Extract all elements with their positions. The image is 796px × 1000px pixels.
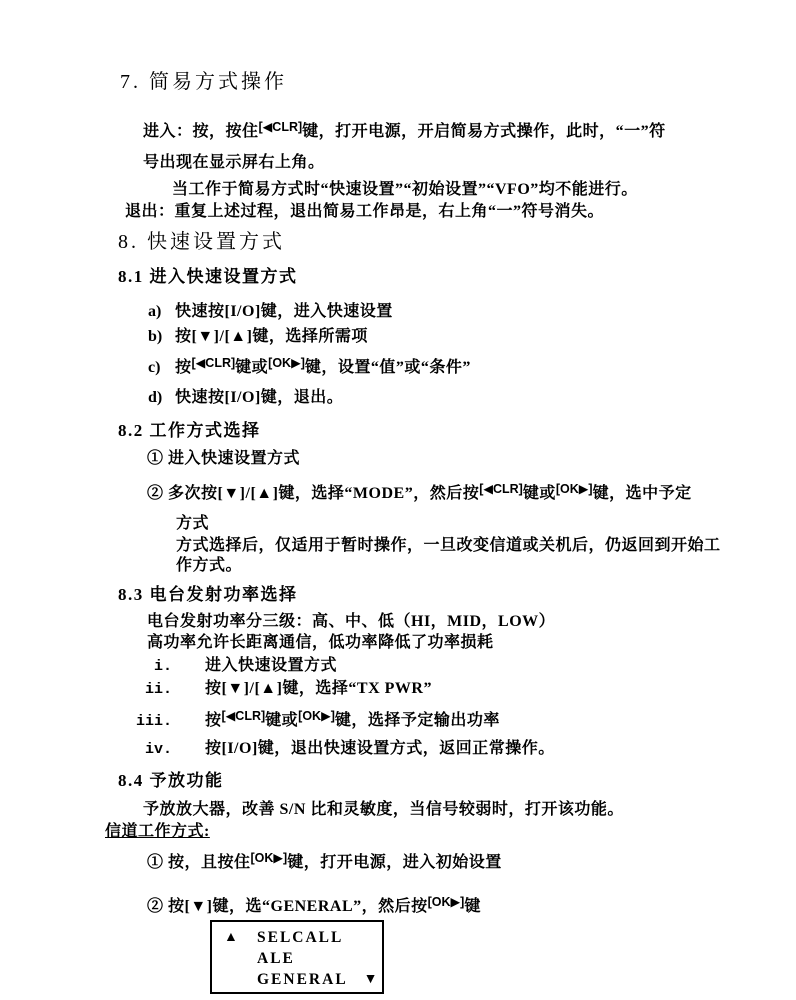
mode-note-1 xyxy=(176,536,721,556)
text-run: 退出：重复上述过程，退出简易工作昂是，右上角“一”符号消失。 xyxy=(125,203,605,220)
text-run: 8.1 进入快速设置方式 xyxy=(118,267,298,286)
text-run: 键，选中予定 xyxy=(592,485,692,502)
list-marker: c) xyxy=(148,359,161,376)
power-levels xyxy=(147,612,555,632)
key-label: [OK▶] xyxy=(427,895,465,909)
text-run: 信道工作方式: xyxy=(105,823,210,840)
list-marker: iii. xyxy=(135,713,172,730)
simple-mode-note xyxy=(172,180,638,200)
item-c xyxy=(148,356,471,378)
list-marker: a) xyxy=(148,303,162,320)
text-run: 键或 xyxy=(235,359,269,376)
mode-step-2-wrap xyxy=(176,514,209,534)
mode-note-2 xyxy=(176,556,242,576)
text-run: ② 按[▼]键，选“GENERAL”，然后按 xyxy=(147,898,428,915)
text-run: 键，选择予定输出功率 xyxy=(334,712,500,729)
init-step-2 xyxy=(147,895,481,917)
text-run: 作方式。 xyxy=(176,557,243,574)
list-marker: b) xyxy=(148,328,163,345)
key-label: [◀CLR] xyxy=(221,709,266,723)
text-run: 7. 简易方式操作 xyxy=(120,71,287,93)
list-marker: i. xyxy=(153,658,172,675)
text-run: 快速按[I/O]键，退出。 xyxy=(175,389,344,406)
text-run: 进入：按，按住 xyxy=(143,123,259,140)
list-marker: iv. xyxy=(144,741,172,758)
text-run: 键，打开电源，进入初始设置 xyxy=(287,854,502,871)
sec8-heading xyxy=(118,230,285,255)
text-run: 按[I/O]键，退出快速设置方式，返回正常操作。 xyxy=(205,740,555,757)
text-run: 予放放大器，改善 S/N 比和灵敏度，当信号较弱时，打开该功能。 xyxy=(143,801,624,818)
sec7-heading xyxy=(120,70,287,95)
text-run: 按[▼]/[▲]键，选择“TX PWR” xyxy=(205,680,432,697)
power-step-ii xyxy=(120,679,432,700)
exit-line xyxy=(125,202,604,222)
enter-line-2 xyxy=(143,153,325,173)
key-label: [OK▶] xyxy=(250,851,288,865)
list-marker: ii. xyxy=(144,681,172,698)
item-d xyxy=(148,388,343,408)
text-run: 键，设置“值”或“条件” xyxy=(304,359,471,376)
item-b xyxy=(148,327,368,347)
text-run: 按 xyxy=(205,712,222,729)
text-run: ① 进入快速设置方式 xyxy=(147,450,301,467)
text-run: 号出现在显示屏右上角。 xyxy=(143,154,325,171)
power-step-i xyxy=(120,656,337,677)
down-arrow-icon: ▼ xyxy=(363,971,378,987)
sec8-3-heading xyxy=(118,584,298,605)
preamp-desc xyxy=(143,800,624,820)
lcd-menu-row xyxy=(224,927,382,948)
power-step-iii xyxy=(120,709,500,732)
lcd-menu-item: GENERAL xyxy=(257,970,348,988)
text-run: 电台发射功率分三级：高、中、低（HI，MID，LOW） xyxy=(147,613,556,630)
text-run: 按[▼]/[▲]键，选择所需项 xyxy=(175,328,368,345)
init-step-1 xyxy=(147,851,502,873)
text-run: 键，打开电源，开启简易方式操作，此时，“一”符 xyxy=(302,123,666,140)
mode-step-2 xyxy=(147,482,692,504)
text-run: 键或 xyxy=(265,712,299,729)
lcd-menu-item: SELCALL xyxy=(257,928,344,946)
text-run: 键或 xyxy=(522,485,556,502)
text-run: 8.3 电台发射功率选择 xyxy=(118,585,298,604)
sec8-4-heading xyxy=(118,770,224,791)
key-label: [OK▶] xyxy=(298,709,335,723)
text-run: 快速按[I/O]键，进入快速设置 xyxy=(175,303,393,320)
key-label: [◀CLR] xyxy=(479,482,523,496)
lcd-menu-row xyxy=(224,948,382,969)
power-step-iv xyxy=(120,739,555,760)
lcd-menu-box xyxy=(210,920,384,994)
text-run: 高功率允许长距离通信，低功率降低了功率损耗 xyxy=(147,634,494,651)
text-run: 方式选择后，仅适用于暂时操作，一旦改变信道或关机后，仍返回到开始工 xyxy=(176,537,721,554)
sec8-2-heading xyxy=(118,420,261,441)
lcd-menu-row xyxy=(224,969,382,990)
text-run: 方式 xyxy=(176,515,210,532)
power-note xyxy=(147,633,494,653)
text-run: 进入快速设置方式 xyxy=(205,657,338,674)
text-run: 8.2 工作方式选择 xyxy=(118,421,261,440)
text-run: ② 多次按[▼]/[▲]键，选择“MODE”，然后按 xyxy=(147,485,480,502)
key-label: [◀CLR] xyxy=(258,120,303,134)
mode-step-1 xyxy=(147,449,300,469)
text-run: 8. 快速设置方式 xyxy=(118,231,285,253)
item-a xyxy=(148,302,393,322)
sec8-1-heading xyxy=(118,266,298,287)
text-run: 键 xyxy=(464,898,481,915)
text-run: ① 按，且按住 xyxy=(147,854,251,871)
channel-mode-label xyxy=(105,822,210,842)
key-label: [OK▶] xyxy=(268,356,305,370)
key-label: [◀CLR] xyxy=(191,356,236,370)
lcd-menu-item: ALE xyxy=(257,949,295,967)
list-marker: d) xyxy=(148,389,163,406)
text-run: 按 xyxy=(175,359,192,376)
text-run: 8.4 予放功能 xyxy=(118,771,224,790)
up-arrow-icon: ▲ xyxy=(224,929,238,945)
text-run: 当工作于简易方式时“快速设置”“初始设置”“VFO”均不能进行。 xyxy=(172,181,638,198)
key-label: [OK▶] xyxy=(555,482,593,496)
enter-line-1 xyxy=(143,120,666,142)
